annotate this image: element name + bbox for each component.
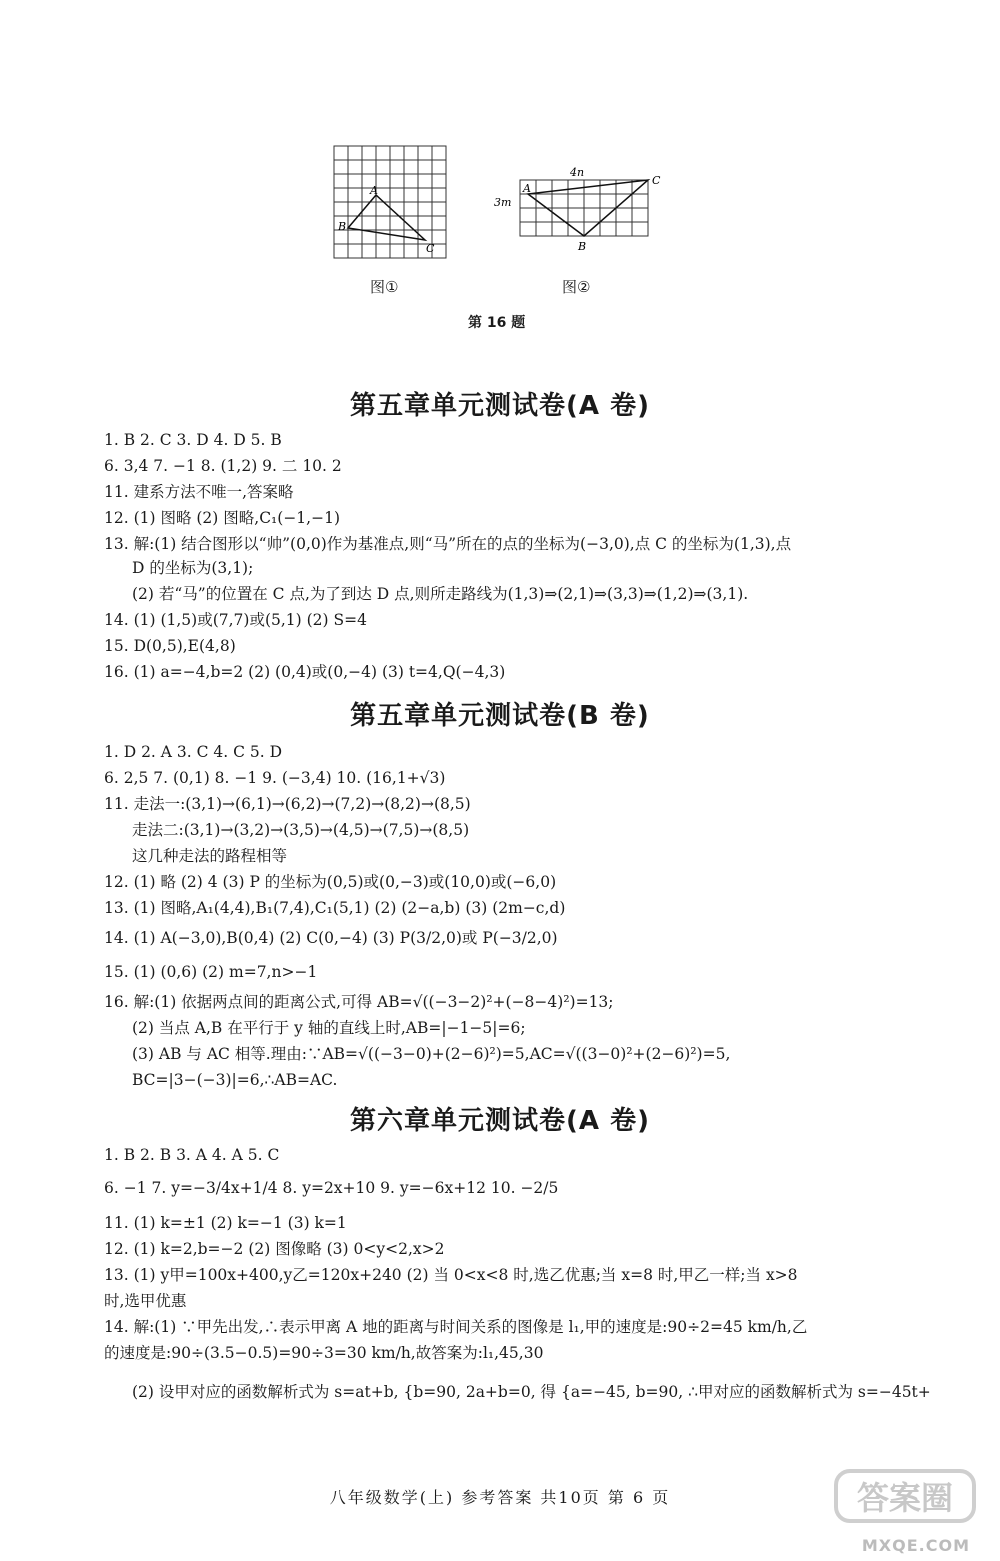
watermark-logo [830, 1463, 980, 1543]
section-title: 第五章单元测试卷(B 卷) [350, 701, 650, 731]
answer-line: 12. (1) 图略 (2) 图略,C₁(−1,−1) [104, 509, 340, 527]
fig2-label-b: B [578, 240, 587, 253]
answer-line: 15. D(0,5),E(4,8) [104, 637, 236, 655]
fig2-label-4n: 4n [570, 166, 585, 179]
fig1-caption: 图① [370, 278, 399, 296]
answer-line: 11. 走法一:(3,1)→(6,1)→(6,2)→(7,2)→(8,2)→(8,5) [104, 795, 471, 813]
fig1-label-b: B [338, 220, 347, 233]
answer-line: 这几种走法的路程相等 [132, 847, 288, 865]
answer-line: 11. 建系方法不唯一,答案略 [104, 483, 294, 501]
answer-line: 6. 3,4 7. −1 8. (1,2) 9. 二 10. 2 [104, 457, 342, 475]
answer-line: 14. (1) A(−3,0),B(0,4) (2) C(0,−4) (3) P(3/2,0)或 P(−3/2,0) [104, 929, 558, 947]
answer-line: 6. −1 7. y=−3/4x+1/4 8. y=2x+10 9. y=−6x+12 10. −2/5 [104, 1179, 559, 1197]
fig2-label-a: A [523, 182, 531, 195]
answer-line: D 的坐标为(3,1); [132, 559, 254, 577]
answer-line: 13. (1) 图略,A₁(4,4),B₁(7,4),C₁(5,1) (2) (2−a,b) (3) (2m−c,d) [104, 899, 566, 917]
fig2-label-3m: 3m [494, 196, 512, 209]
fig2-caption: 图② [562, 278, 591, 296]
fig1-label-c: C [426, 242, 435, 255]
answer-line: 1. B 2. B 3. A 4. A 5. C [104, 1146, 280, 1164]
svg-text:答案圈: 答案圈 [856, 1479, 954, 1517]
section-title: 第五章单元测试卷(A 卷) [350, 391, 650, 421]
answer-line: 13. 解:(1) 结合图形以“帅”(0,0)作为基准点,则“马”所在的点的坐标为(−3,0),点 C 的坐标为(1,3),点 [104, 535, 792, 553]
watermark-text: MXQE.COM [861, 1536, 970, 1555]
answer-line: (3) AB 与 AC 相等.理由:∵AB=√((−3−0)+(2−6)²)=5,AC=√((3−0)²+(2−6)²)=5, [132, 1045, 731, 1063]
answer-line: 走法二:(3,1)→(3,2)→(3,5)→(4,5)→(7,5)→(8,5) [132, 821, 470, 839]
answer-line: 16. (1) a=−4,b=2 (2) (0,4)或(0,−4) (3) t=4,Q(−4,3) [104, 663, 506, 681]
answer-line: (2) 若“马”的位置在 C 点,为了到达 D 点,则所走路线为(1,3)⇒(2,1)⇒(3,3)⇒(1,2)⇒(3,1). [132, 585, 749, 603]
answer-line: 15. (1) (0,6) (2) m=7,n>−1 [104, 963, 318, 981]
answer-line: 的速度是:90÷(3.5−0.5)=90÷3=30 km/h,故答案为:l₁,45,30 [104, 1344, 544, 1362]
answer-line: 6. 2,5 7. (0,1) 8. −1 9. (−3,4) 10. (16,1+√3) [104, 769, 446, 787]
answer-line: BC=|3−(−3)|=6,∴AB=AC. [132, 1071, 338, 1089]
figure-16 [320, 140, 700, 340]
answer-line: 时,选甲优惠 [104, 1292, 187, 1310]
answer-line: 14. 解:(1) ∵甲先出发,∴表示甲离 A 地的距离与时间关系的图像是 l₁,甲的速度是:90÷2=45 km/h,乙 [104, 1318, 808, 1336]
answer-line: 1. D 2. A 3. C 4. C 5. D [104, 743, 283, 761]
figure-16-diagrams [320, 140, 700, 340]
answer-line: (2) 设甲对应的函数解析式为 s=at+b, {b=90, 2a+b=0, 得 {a=−45, b=90, ∴甲对应的函数解析式为 s=−45t+ [132, 1383, 931, 1401]
answer-line: 13. (1) y甲=100x+400,y乙=120x+240 (2) 当 0<x<8 时,选乙优惠;当 x=8 时,甲乙一样;当 x>8 [104, 1266, 798, 1284]
answer-line: 12. (1) 略 (2) 4 (3) P 的坐标为(0,5)或(0,−3)或(10,0)或(−6,0) [104, 873, 557, 891]
answer-line: 14. (1) (1,5)或(7,7)或(5,1) (2) S=4 [104, 611, 367, 629]
figure-title: 第 16 题 [468, 315, 526, 331]
answer-line: 1. B 2. C 3. D 4. D 5. B [104, 431, 282, 449]
answer-line: 16. 解:(1) 依据两点间的距离公式,可得 AB=√((−3−2)²+(−8−4)²)=13; [104, 993, 614, 1011]
answer-line: (2) 当点 A,B 在平行于 y 轴的直线上时,AB=|−1−5|=6; [132, 1019, 526, 1037]
answer-line: 11. (1) k=±1 (2) k=−1 (3) k=1 [104, 1214, 347, 1232]
page-footer: 八年级数学(上) 参考答案 共10页 第 6 页 [329, 1488, 671, 1507]
section-title: 第六章单元测试卷(A 卷) [350, 1106, 650, 1136]
answer-line: 12. (1) k=2,b=−2 (2) 图像略 (3) 0<y<2,x>2 [104, 1240, 445, 1258]
fig1-label-a: A [370, 184, 378, 197]
fig2-grid [520, 180, 648, 236]
fig2-label-c: C [652, 174, 661, 187]
